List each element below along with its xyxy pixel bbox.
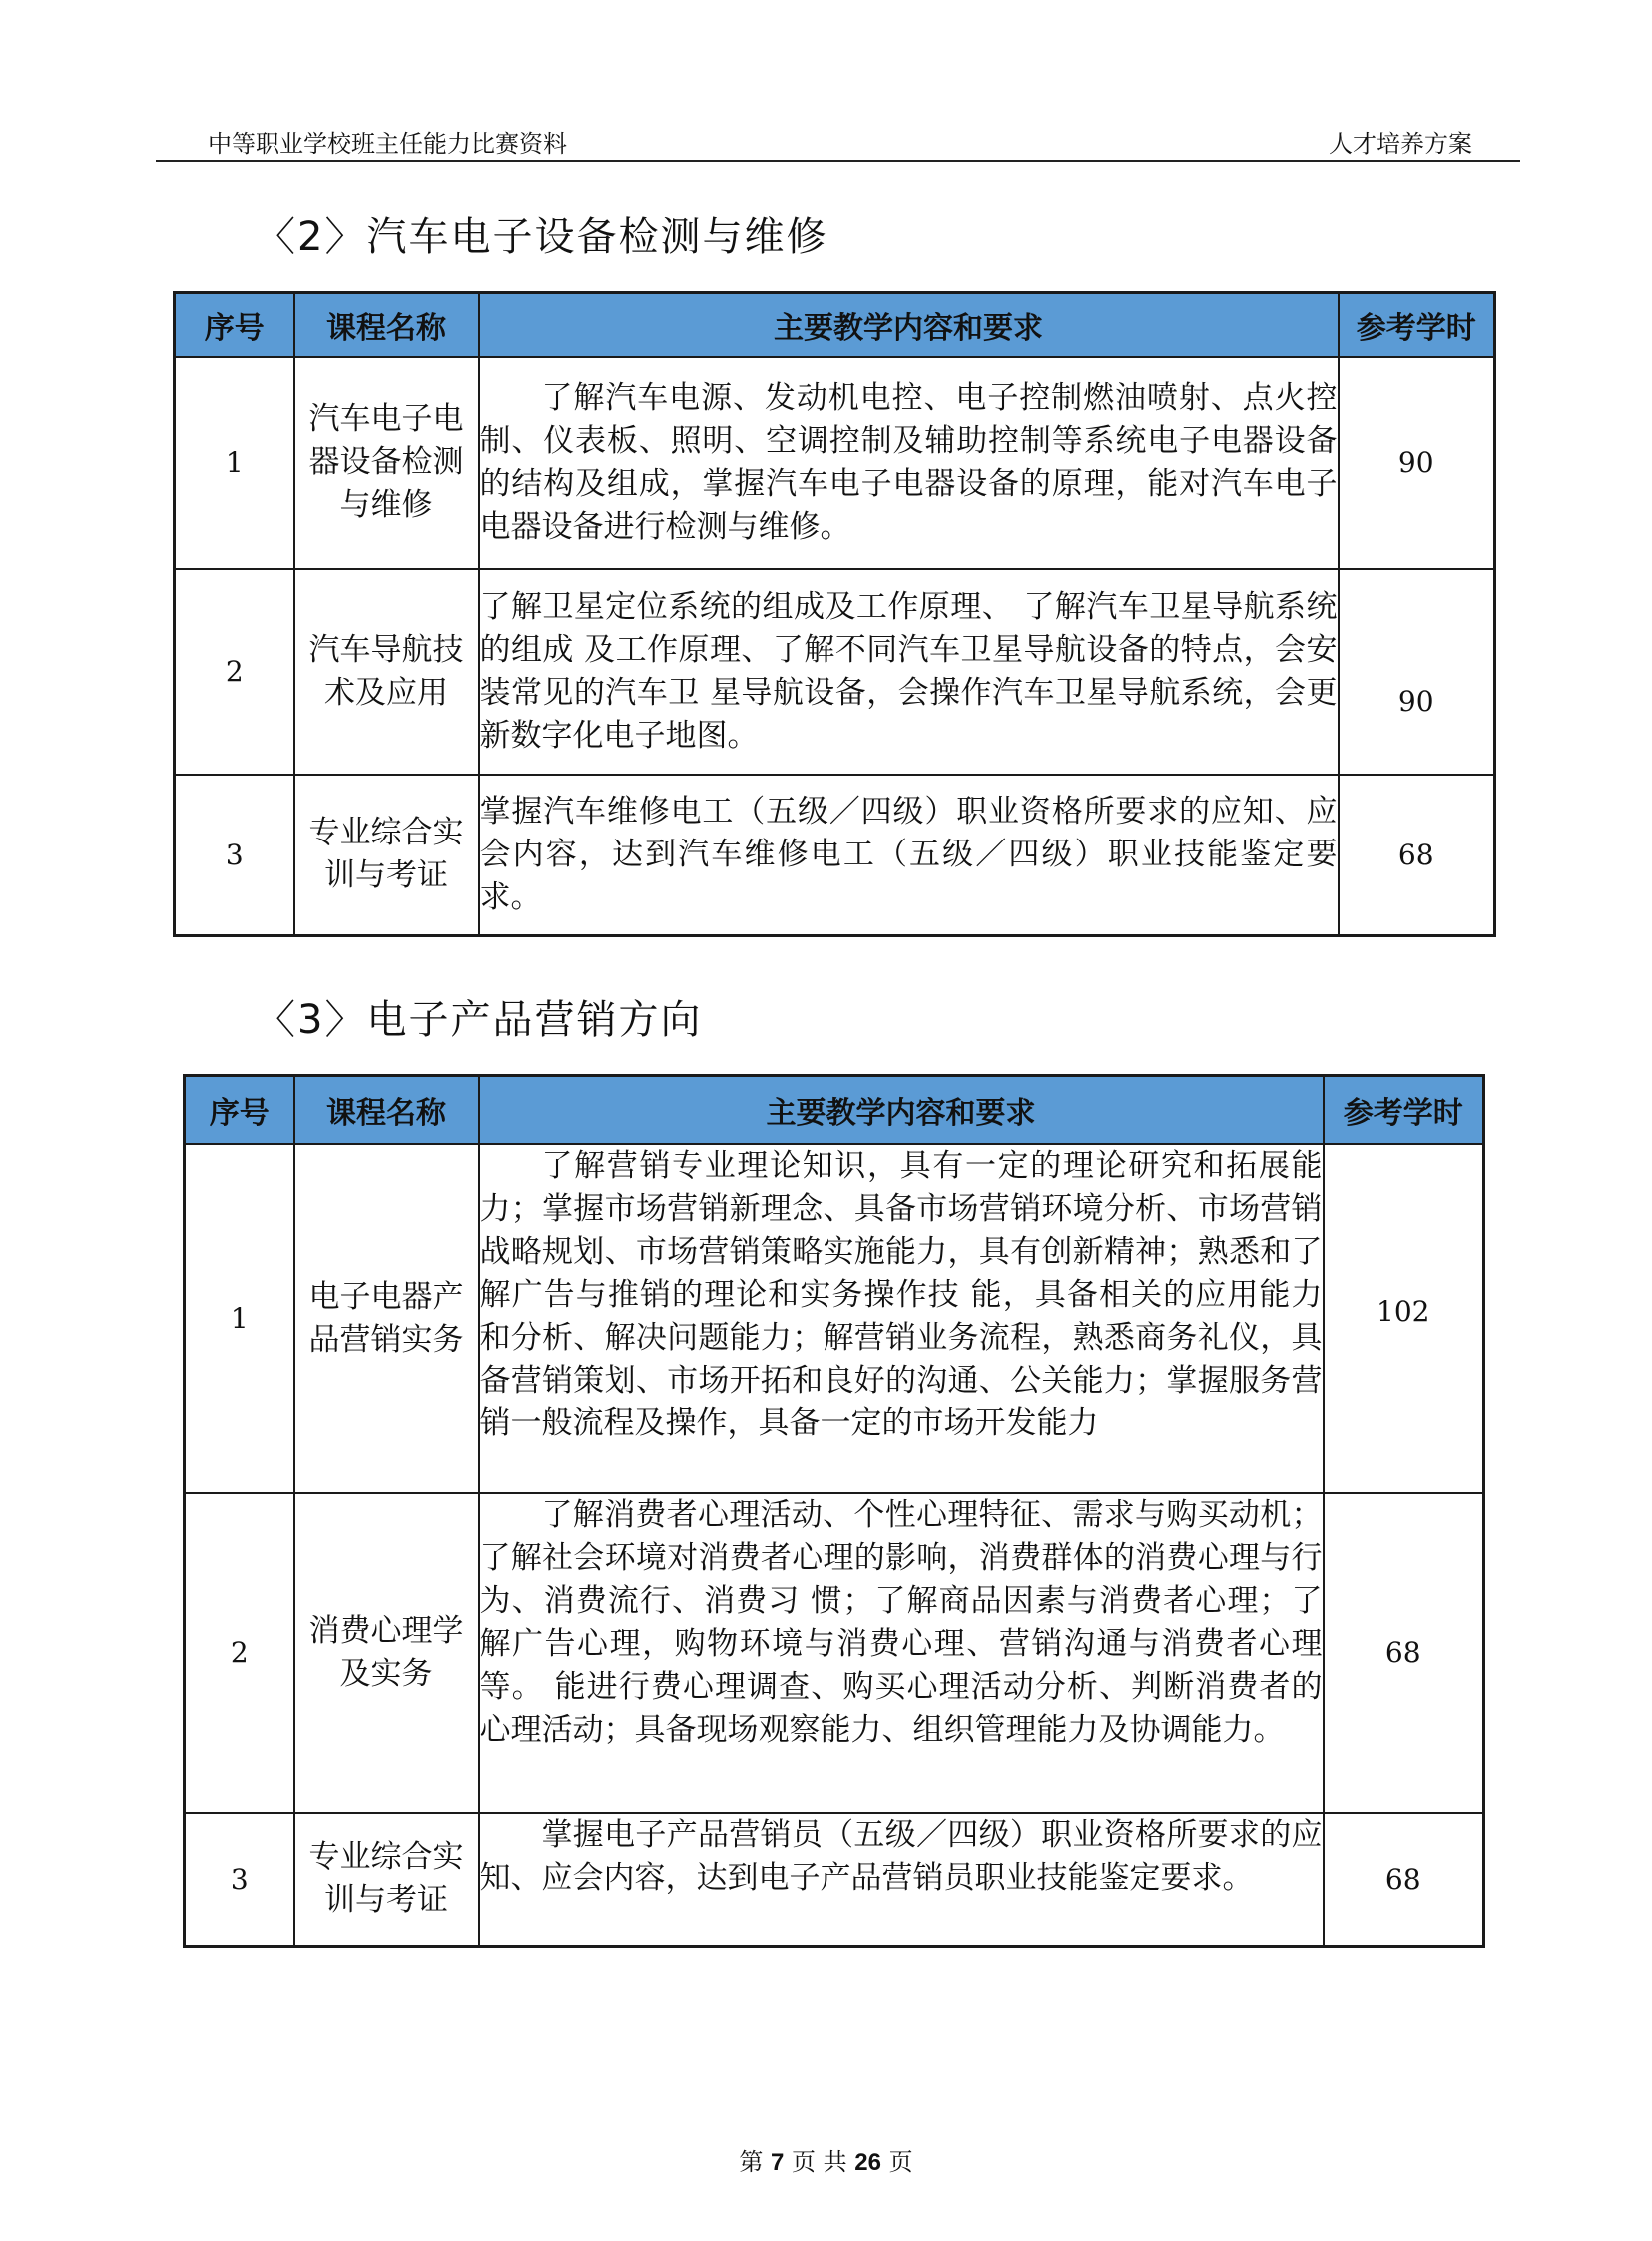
table-row [175, 775, 1495, 936]
course-content: 了解卫星定位系统的组成及工作原理、 了解汽车卫星导航系统的组成 及工作原理、了解不同汽车卫星导航设备的特点，会安装常见的汽车卫 星导航设备，会操作汽车卫星导航系统，会更新数字化电子地图。 [479, 569, 1339, 775]
row-number: 2 [175, 569, 294, 775]
course-hours: 90 [1339, 569, 1495, 775]
table-header-row [175, 293, 1495, 357]
course-hours: 90 [1339, 357, 1495, 569]
row-number: 3 [185, 1813, 294, 1947]
page-footer [0, 2142, 1652, 2177]
course-name: 汽车电子电器设备检测与维修 [294, 357, 479, 569]
course-content: 了解营销专业理论知识，具有一定的理论研究和拓展能力；掌握市场营销新理念、具备市场营销环境分析、市场营销战略规划、市场营销策略实施能力，具有创新精神；熟悉和了解广告与推销的理论和实务操作技 能，具备相关的应用能力和分析、解决问题能力；解营销业务流程，熟悉商务礼仪，具备营销策划、市场开拓和良好的沟通、公关能力；掌握服务营销一般流程及操作，具备一定的市场开发能力 [479, 1144, 1324, 1493]
column-header-hours: 参考学时 [1339, 293, 1495, 357]
footer-middle: 页 共 [792, 2148, 847, 2176]
footer-page-number: 7 [771, 2149, 785, 2176]
course-content: 掌握汽车维修电工（五级／四级）职业资格所要求的应知、应会内容，达到汽车维修电工（五级／四级）职业技能鉴定要求。 [479, 775, 1339, 936]
course-table-auto-electronics [173, 291, 1496, 937]
course-hours: 68 [1339, 775, 1495, 936]
footer-prefix: 第 [739, 2148, 764, 2176]
course-name: 电子电器产品营销实务 [294, 1144, 479, 1493]
course-hours: 102 [1324, 1144, 1484, 1493]
section-title-auto-electronics: 〈2〉汽车电子设备检测与维修 [256, 214, 828, 260]
column-header-number: 序号 [185, 1076, 294, 1144]
column-header-number: 序号 [175, 293, 294, 357]
footer-total-pages: 26 [854, 2149, 881, 2176]
row-number: 3 [175, 775, 294, 936]
footer-suffix: 页 [888, 2148, 913, 2176]
column-header-course-name: 课程名称 [294, 1076, 479, 1144]
table-row [185, 1144, 1484, 1493]
row-number: 1 [185, 1144, 294, 1493]
course-hours: 68 [1324, 1813, 1484, 1947]
table-row [185, 1493, 1484, 1813]
course-name: 专业综合实训与考证 [294, 775, 479, 936]
table-header-row [185, 1076, 1484, 1144]
column-header-content: 主要教学内容和要求 [479, 1076, 1324, 1144]
column-header-hours: 参考学时 [1324, 1076, 1484, 1144]
table-row [175, 569, 1495, 775]
column-header-content: 主要教学内容和要求 [479, 293, 1339, 357]
table-row [185, 1813, 1484, 1947]
table-row [175, 357, 1495, 569]
page-header [156, 116, 1520, 162]
course-name: 消费心理学及实务 [294, 1493, 479, 1813]
section-title-electronics-marketing: 〈3〉电子产品营销方向 [256, 997, 703, 1043]
header-left-title: 中等职业学校班主任能力比赛资料 [208, 130, 567, 158]
course-table-electronics-marketing [183, 1074, 1485, 1948]
column-header-course-name: 课程名称 [294, 293, 479, 357]
course-content: 掌握电子产品营销员（五级／四级）职业资格所要求的应知、应会内容，达到电子产品营销员职业技能鉴定要求。 [479, 1813, 1324, 1947]
header-right-title: 人才培养方案 [1329, 130, 1472, 158]
row-number: 2 [185, 1493, 294, 1813]
course-hours: 68 [1324, 1493, 1484, 1813]
course-name: 汽车导航技术及应用 [294, 569, 479, 775]
course-name: 专业综合实训与考证 [294, 1813, 479, 1947]
course-content: 了解消费者心理活动、个性心理特征、需求与购买动机；了解社会环境对消费者心理的影响，消费群体的消费心理与行为、消费流行、消费习 惯；了解商品因素与消费者心理；了解广告心理，购物环境与消费心理、营销沟通与消费者心理等。 能进行费心理调查、购买心理活动分析、判断消费者的心理活动；具备现场观察能力、组织管理能力及协调能力。 [479, 1493, 1324, 1813]
course-content: 了解汽车电源、发动机电控、电子控制燃油喷射、点火控制、仪表板、照明、空调控制及辅助控制等系统电子电器设备的结构及组成，掌握汽车电子电器设备的原理，能对汽车电子电器设备进行检测与维修。 [479, 357, 1339, 569]
row-number: 1 [175, 357, 294, 569]
